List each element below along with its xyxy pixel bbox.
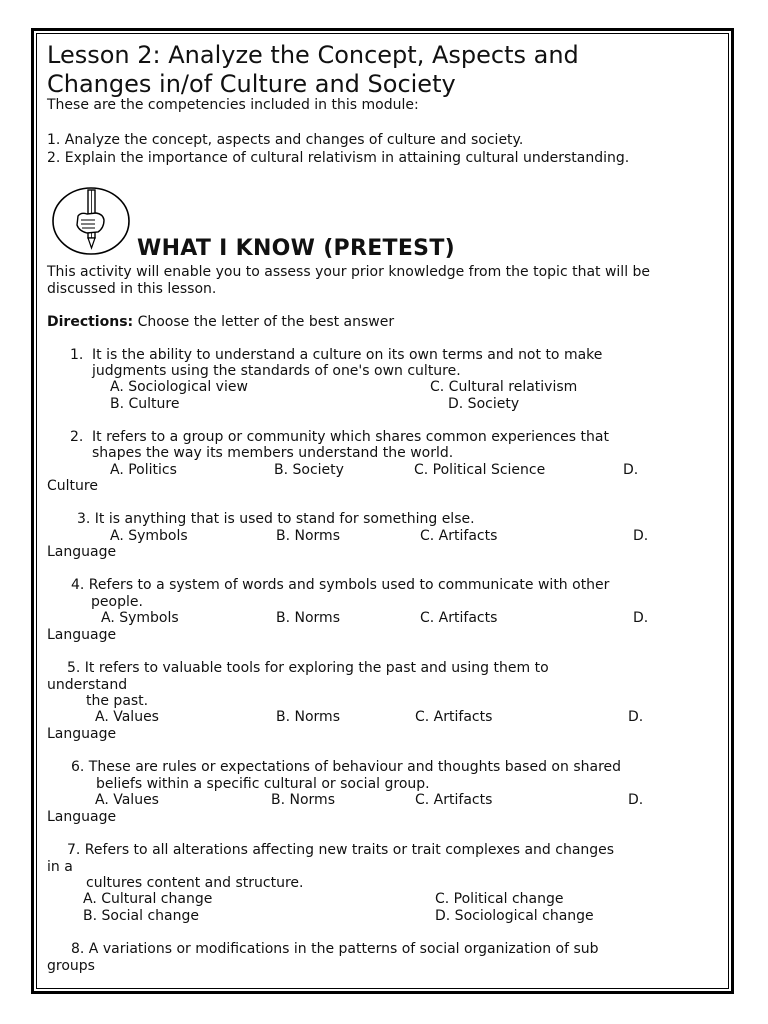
option-d: D. Sociological change — [435, 908, 594, 924]
option-b: B. Culture — [110, 396, 180, 412]
option-c: C. Cultural relativism — [430, 379, 578, 395]
option-b: B. Social change — [83, 908, 199, 924]
option-d-wrap: Language — [47, 726, 117, 742]
question-text: It refers to a group or community which shares common experiences that — [92, 429, 609, 445]
activity-text-line1: This activity will enable you to assess your prior knowledge from the topic that will be — [47, 264, 651, 280]
option-a: A. Politics — [110, 462, 177, 478]
option-b: B. Norms — [276, 610, 340, 626]
option-a: A. Symbols — [110, 528, 188, 544]
competency-item: 2. Explain the importance of cultural relativism in attaining cultural understanding. — [47, 150, 630, 166]
question-text: 8. A variations or modifications in the patterns of social organization of sub — [71, 941, 599, 957]
question-text: shapes the way its members understand the world. — [92, 445, 454, 461]
competency-item: 1. Analyze the concept, aspects and changes of culture and society. — [47, 132, 524, 148]
lesson-title-line2: Changes in/of Culture and Society — [47, 70, 456, 98]
option-d-wrap: Language — [47, 627, 117, 643]
option-a: A. Cultural change — [83, 891, 213, 907]
option-b: B. Norms — [276, 528, 340, 544]
option-c: C. Artifacts — [420, 528, 498, 544]
option-c: C. Artifacts — [415, 792, 493, 808]
directions-text: Choose the letter of the best answer — [133, 314, 395, 330]
question-text: the past. — [86, 693, 149, 709]
question-text: people. — [91, 594, 143, 610]
question-text: beliefs within a specific cultural or social group. — [96, 776, 430, 792]
question-text: 4. Refers to a system of words and symbols used to communicate with other — [71, 577, 610, 593]
option-c: C. Artifacts — [420, 610, 498, 626]
option-b: B. Society — [274, 462, 344, 478]
option-c: C. Artifacts — [415, 709, 493, 725]
lesson-title-line1: Lesson 2: Analyze the Concept, Aspects and — [47, 41, 579, 69]
section-heading: WHAT I KNOW (PRETEST) — [137, 236, 455, 261]
option-d: D. — [623, 462, 639, 478]
question-text-wrap: groups — [47, 958, 95, 974]
option-a: A. Sociological view — [110, 379, 248, 395]
hand-holding-pencil-icon — [51, 186, 133, 256]
option-d: D. Society — [448, 396, 520, 412]
competencies-intro: These are the competencies included in this module: — [47, 97, 419, 113]
question-text-wrap: understand — [47, 677, 128, 693]
question-text: It is the ability to understand a culture on its own terms and not to make — [92, 347, 603, 363]
option-d-wrap: Language — [47, 809, 117, 825]
option-d: D. — [633, 610, 649, 626]
question-text: 6. These are rules or expectations of behaviour and thoughts based on shared — [71, 759, 622, 775]
activity-text-line2: discussed in this lesson. — [47, 281, 217, 297]
option-a: A. Values — [95, 709, 159, 725]
directions — [47, 314, 394, 331]
option-a: A. Symbols — [101, 610, 179, 626]
directions-label: Directions: — [47, 314, 134, 330]
option-d-wrap: Language — [47, 544, 117, 560]
question-text: judgments using the standards of one's own culture. — [92, 363, 461, 379]
question-text: 7. Refers to all alterations affecting new traits or trait complexes and changes — [67, 842, 615, 858]
option-c: C. Political Science — [414, 462, 546, 478]
question-text: cultures content and structure. — [86, 875, 304, 891]
question-number: 2. — [70, 429, 84, 445]
option-d: D. — [628, 709, 644, 725]
question-text: 3. It is anything that is used to stand for something else. — [77, 511, 475, 527]
option-d-wrap: Culture — [47, 478, 98, 494]
option-d: D. — [628, 792, 644, 808]
question-text-wrap: in a — [47, 859, 73, 875]
option-a: A. Values — [95, 792, 159, 808]
option-b: B. Norms — [271, 792, 335, 808]
option-b: B. Norms — [276, 709, 340, 725]
question-number: 1. — [70, 347, 84, 363]
question-text: 5. It refers to valuable tools for exploring the past and using them to — [67, 660, 549, 676]
option-d: D. — [633, 528, 649, 544]
option-c: C. Political change — [435, 891, 564, 907]
